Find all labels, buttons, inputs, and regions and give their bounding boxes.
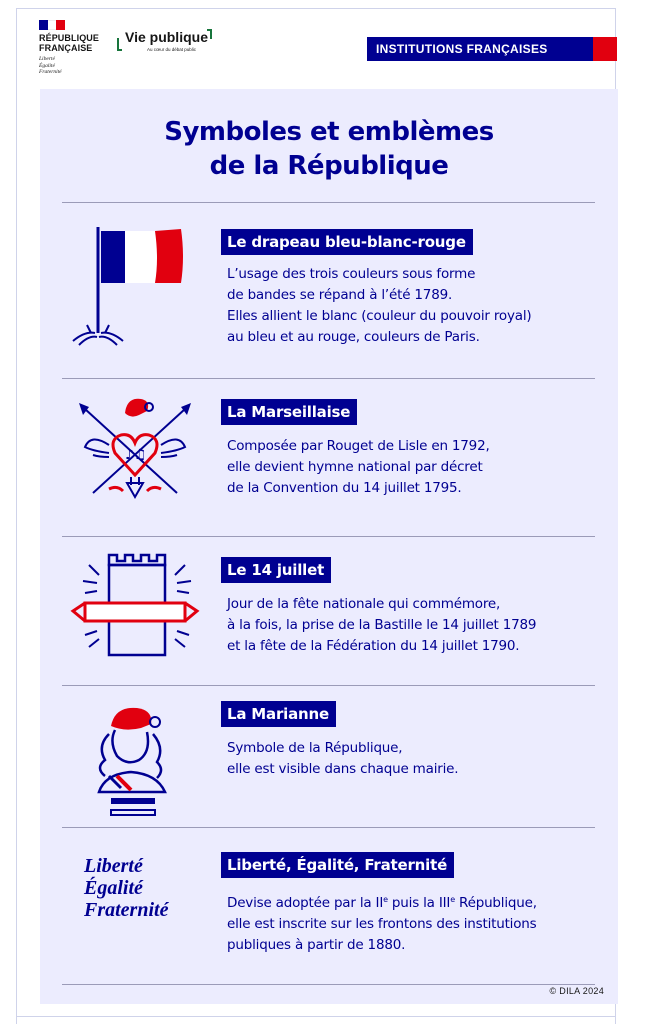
page-title: Symboles et emblèmes de la République (164, 117, 494, 181)
rf-name: RÉPUBLIQUE FRANÇAISE (39, 33, 100, 53)
vp-subtitle: Au cœur du débat public (147, 47, 197, 52)
bastille-tower-icon (65, 551, 205, 681)
category-label: INSTITUTIONS FRANÇAISES (367, 37, 593, 61)
section-devise (40, 828, 618, 988)
section-text: Devise adoptée par la IIe puis la IIIe République, elle est inscrite sur les frontons des institutions publiques à partir de 1880. (227, 895, 537, 953)
badge-title: La Marianne (221, 701, 336, 727)
page-frame (16, 8, 616, 1024)
vie-publique-logo[interactable] (117, 29, 227, 59)
badge-title: Le drapeau bleu-blanc-rouge (221, 229, 473, 255)
svg-text:♪♫: ♪♫ (125, 447, 147, 463)
page-bottom-line (16, 1016, 616, 1017)
divider (62, 984, 595, 985)
section-text: Jour de la fête nationale qui commémore, à la fois, la prise de la Bastille le 14 juillet 1789 et la fête de la Fédération du 14 juillet 1790. (227, 596, 537, 654)
section-text: Composée par Rouget de Lisle en 1792, elle devient hymne national par décret de la Convention du 14 juillet 1795. (227, 438, 490, 496)
motto-liberte: Liberté (84, 855, 143, 877)
section-text: L’usage des trois couleurs sous forme de bandes se répand à l’été 1789. Elles allient le blanc (couleur du pouvoir royal) au bleu et au rouge, couleurs de Paris. (227, 266, 532, 345)
marianne-bust-icon (65, 702, 205, 832)
category-red-stripe (593, 37, 617, 61)
motto-fraternite: Fraternité (84, 899, 169, 921)
rf-motto: Liberté Égalité Fraternité (39, 56, 62, 75)
badge-title: La Marseillaise (221, 399, 357, 425)
motto-egalite: Égalité (84, 877, 143, 899)
bracket-left-icon (117, 38, 122, 51)
section-14-juillet (40, 537, 618, 685)
marianne-flag-icon (39, 20, 65, 30)
section-text: Symbole de la République, elle est visible dans chaque mairie. (227, 740, 459, 777)
marseillaise-emblem-icon (65, 393, 205, 523)
infographic-panel (40, 89, 618, 1004)
badge-title: Le 14 juillet (221, 557, 331, 583)
flag-icon (65, 221, 205, 351)
section-flag (40, 203, 618, 367)
badge-title: Liberté, Égalité, Fraternité (221, 852, 454, 878)
header (17, 9, 617, 89)
category-banner (367, 37, 617, 61)
section-marseillaise (40, 379, 618, 535)
vp-title: Vie publique (125, 29, 208, 45)
copyright: © DILA 2024 (549, 986, 604, 996)
section-marianne (40, 686, 618, 828)
